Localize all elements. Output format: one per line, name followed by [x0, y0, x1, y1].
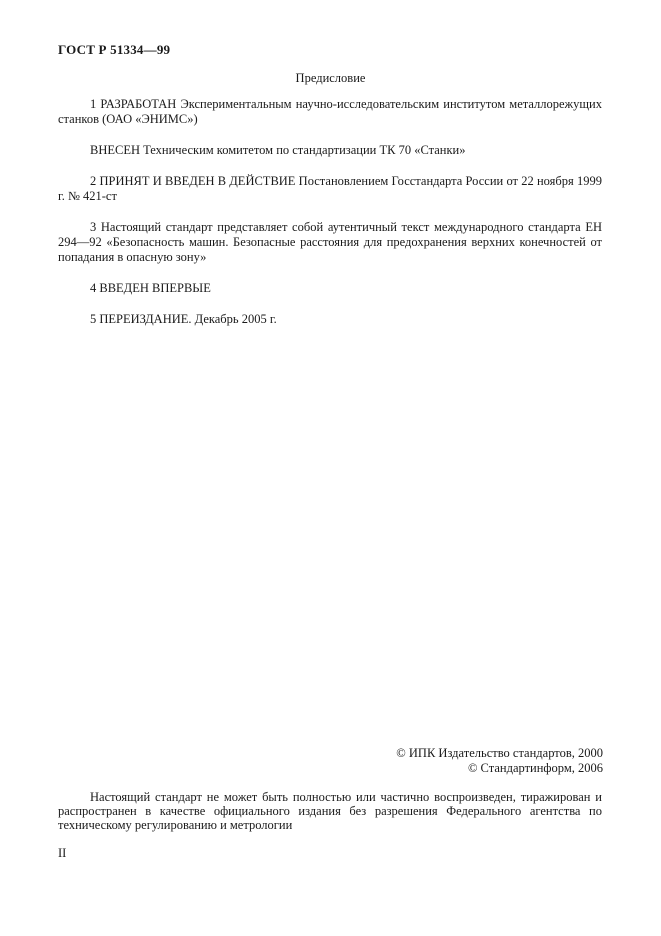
page-number: II — [58, 846, 67, 860]
foreword-paragraph-1: 1 РАЗРАБОТАН Экспериментальным научно-исследовательским институтом металлорежущих станков (ОАО «ЭНИМС») — [58, 97, 602, 126]
foreword-paragraph-3: 2 ПРИНЯТ И ВВЕДЕН В ДЕЙСТВИЕ Постановлением Госстандарта России от 22 ноября 1999 г. № 421-ст — [58, 174, 602, 203]
foreword-paragraph-4: 3 Настоящий стандарт представляет собой аутентичный текст международного стандарта ЕН 294—92 «Безопасность машин. Безопасные расстояния для предохранения верхних конечностей от попадания в опасную зону» — [58, 220, 602, 264]
foreword-paragraph-2: ВНЕСЕН Техническим комитетом по стандартизации ТК 70 «Станки» — [90, 143, 466, 157]
foreword-paragraph-6: 5 ПЕРЕИЗДАНИЕ. Декабрь 2005 г. — [90, 312, 277, 326]
copyright-line-1: © ИПК Издательство стандартов, 2000 — [396, 746, 603, 760]
foreword-title: Предисловие — [295, 71, 366, 85]
foreword-paragraph-5: 4 ВВЕДЕН ВПЕРВЫЕ — [90, 281, 211, 295]
copyright-line-2: © Стандартинформ, 2006 — [467, 761, 603, 775]
foreword-body — [58, 97, 602, 343]
reproduction-notice: Настоящий стандарт не может быть полностью или частично воспроизведен, тиражирован и распространен в качестве официального издания без разрешения Федерального агентства по техническому регулированию и метрологии — [58, 790, 602, 832]
document-code: ГОСТ Р 51334—99 — [58, 42, 171, 57]
